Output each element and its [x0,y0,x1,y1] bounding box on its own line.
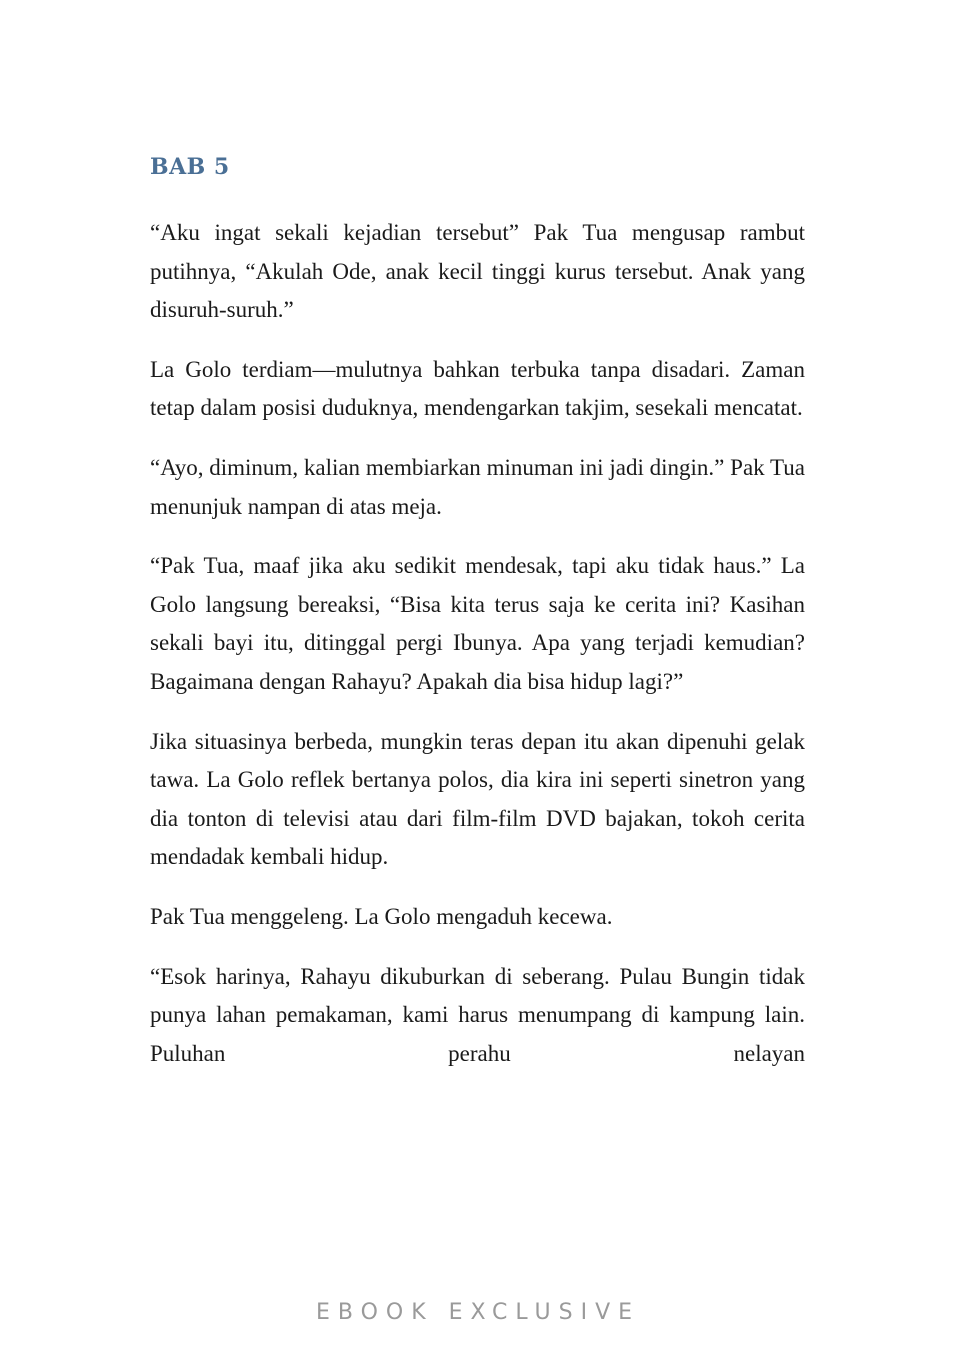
paragraph: Jika situasinya berbeda, mungkin teras depan itu akan dipenuhi gelak tawa. La Golo reflek bertanya polos, dia kira ini seperti sinetron yang dia tonton di televisi atau dari film-film DVD bajakan, tokoh cerita mendadak kembali hidup. [150,728,805,870]
footer-watermark: EBOOK EXCLUSIVE [315,1300,641,1325]
paragraph: La Golo terdiam—mulutnya bahkan terbuka tanpa disadari. Zaman tetap dalam posisi duduknya, mendengarkan takjim, sesekali mencatat. [150,356,805,421]
paragraph: “Aku ingat sekali kejadian tersebut” Pak Tua mengusap rambut putihnya, “Akulah Ode, anak kecil tinggi kurus tersebut. Anak yang disuruh-suruh.” [150,220,805,323]
paragraph: “Pak Tua, maaf jika aku sedikit mendesak, tapi aku tidak haus.” La Golo langsung bereaksi, “Bisa kita terus saja ke cerita ini? Kasihan sekali bayi itu, ditinggal pergi Ibunya. Apa yang terjadi kemudian? Bagaimana dengan Rahayu? Apakah dia bisa hidup lagi?” [150,553,805,694]
chapter-title: BAB 5 [150,154,230,180]
paragraph: “Esok harinya, Rahayu dikuburkan di seberang. Pulau Bungin tidak punya lahan pemakaman, kami harus menumpang di kampung lain. Puluhan perahu nelayan [150,963,805,1066]
paragraph: “Ayo, diminum, kalian membiarkan minuman ini jadi dingin.” Pak Tua menunjuk nampan di atas meja. [150,454,805,519]
page-content [150,150,805,1094]
paragraph: Pak Tua menggeleng. La Golo mengaduh kecewa. [150,903,613,929]
